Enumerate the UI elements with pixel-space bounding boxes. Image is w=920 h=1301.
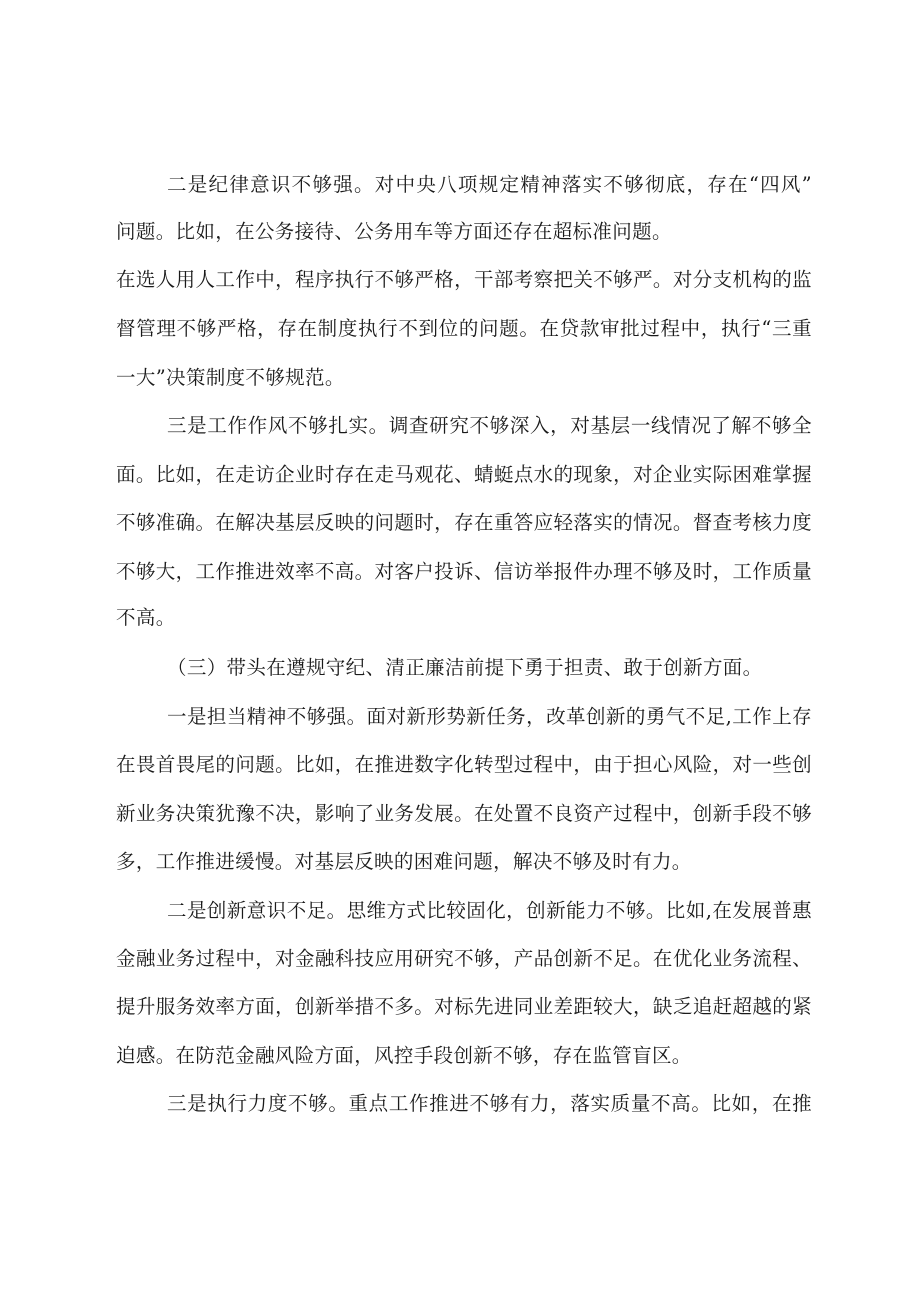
text-line: 迫感。在防范金融风险方面，风控手段创新不够，存在监管盲区。: [116, 1044, 692, 1067]
text-line: 三是执行力度不够。重点工作推进不够有力，落实质量不高。比如，在推: [167, 1092, 812, 1115]
text-line: 金融业务过程中，对金融科技应用研究不够，产品创新不足。在优化业务流程、: [116, 947, 812, 970]
text-line: 督管理不够严格，存在制度执行不到位的问题。在贷款审批过程中，执行“三重: [116, 317, 812, 340]
text-line: 问题。比如，在公务接待、公务用车等方面还存在超标准问题。: [116, 220, 672, 243]
text-line: 在选人用人工作中，程序执行不够严格，干部考察把关不够严。对分支机构的监: [116, 268, 812, 291]
text-line: 不够大，工作推进效率不高。对客户投诉、信访举报件办理不够及时，工作质量: [116, 560, 812, 583]
text-line: 二是创新意识不足。思维方式比较固化，创新能力不够。比如,在发展普惠: [167, 899, 812, 922]
text-line: 一大”决策制度不够规范。: [116, 366, 345, 389]
text-line: 在畏首畏尾的问题。比如，在推进数字化转型过程中，由于担心风险，对一些创: [116, 753, 812, 776]
text-line: 面。比如，在走访企业时存在走马观花、蜻蜓点水的现象，对企业实际困难掌握: [116, 463, 812, 486]
text-line: 提升服务效率方面，创新举措不多。对标先进同业差距较大，缺乏追赶超越的紧: [116, 995, 812, 1018]
text-line: 三是工作作风不够扎实。调查研究不够深入，对基层一线情况了解不够全: [167, 414, 812, 437]
text-line: 不高。: [116, 606, 176, 629]
text-line: 新业务决策犹豫不决，影响了业务发展。在处置不良资产过程中，创新手段不够: [116, 802, 812, 825]
text-line: 不够准确。在解决基层反映的问题时，存在重答应轻落实的情况。督查考核力度: [116, 511, 812, 534]
text-line: 一是担当精神不够强。面对新形势新任务，改革创新的勇气不足,工作上存: [167, 705, 812, 728]
text-line: 二是纪律意识不够强。对中央八项规定精神落实不够彻底，存在“四风”: [167, 173, 812, 196]
text-line: 多，工作推进缓慢。对基层反映的困难问题，解决不够及时有力。: [116, 850, 692, 873]
section-heading: （三）带头在遵规守纪、清正廉洁前提下勇于担责、敢于创新方面。: [167, 656, 763, 679]
